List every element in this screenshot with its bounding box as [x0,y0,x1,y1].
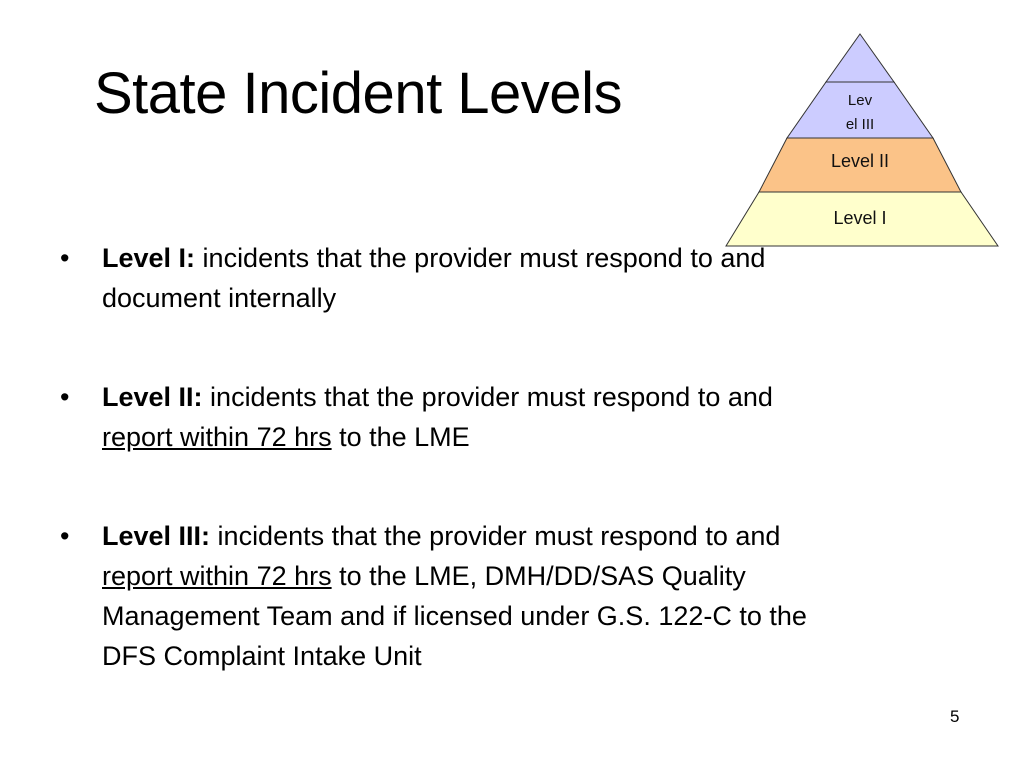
pyramid-label-level-2: Level II [830,151,890,171]
bullet-marker: • [60,382,70,412]
level-description-end: to the LME, DMH/DD/SAS Quality Management Team and if licensed under G.S. 122-C to the DFS Complaint Intake Unit [102,561,807,671]
slide-title: State Incident Levels [94,61,622,126]
level-description: incidents that the provider must respond to and [210,521,781,551]
pyramid-apex [826,34,894,82]
incident-level-pyramid [724,32,1002,250]
level-term: Level III: [102,521,211,551]
bullet-marker: • [60,521,70,551]
level-description-end: to the LME [331,422,470,452]
reporting-deadline: report within 72 hrs [102,422,332,452]
level-term: Level I: [102,243,196,273]
list-item-level-1 [60,238,840,318]
incident-level-list [60,238,840,735]
list-item-level-2 [60,377,840,457]
level-term: Level II: [102,382,203,412]
bullet-marker: • [60,243,70,273]
level-description: incidents that the provider must respond to and document internally [102,243,766,313]
pyramid-label-level-1: Level I [833,208,887,228]
reporting-deadline: report within 72 hrs [102,561,332,591]
level-description: incidents that the provider must respond to and [202,382,773,412]
page-number: 5 [950,707,960,726]
pyramid-label-level-3-line2: el III [845,116,875,133]
pyramid-label-level-3-line1: Lev [847,92,873,109]
list-item-level-3 [60,516,840,676]
